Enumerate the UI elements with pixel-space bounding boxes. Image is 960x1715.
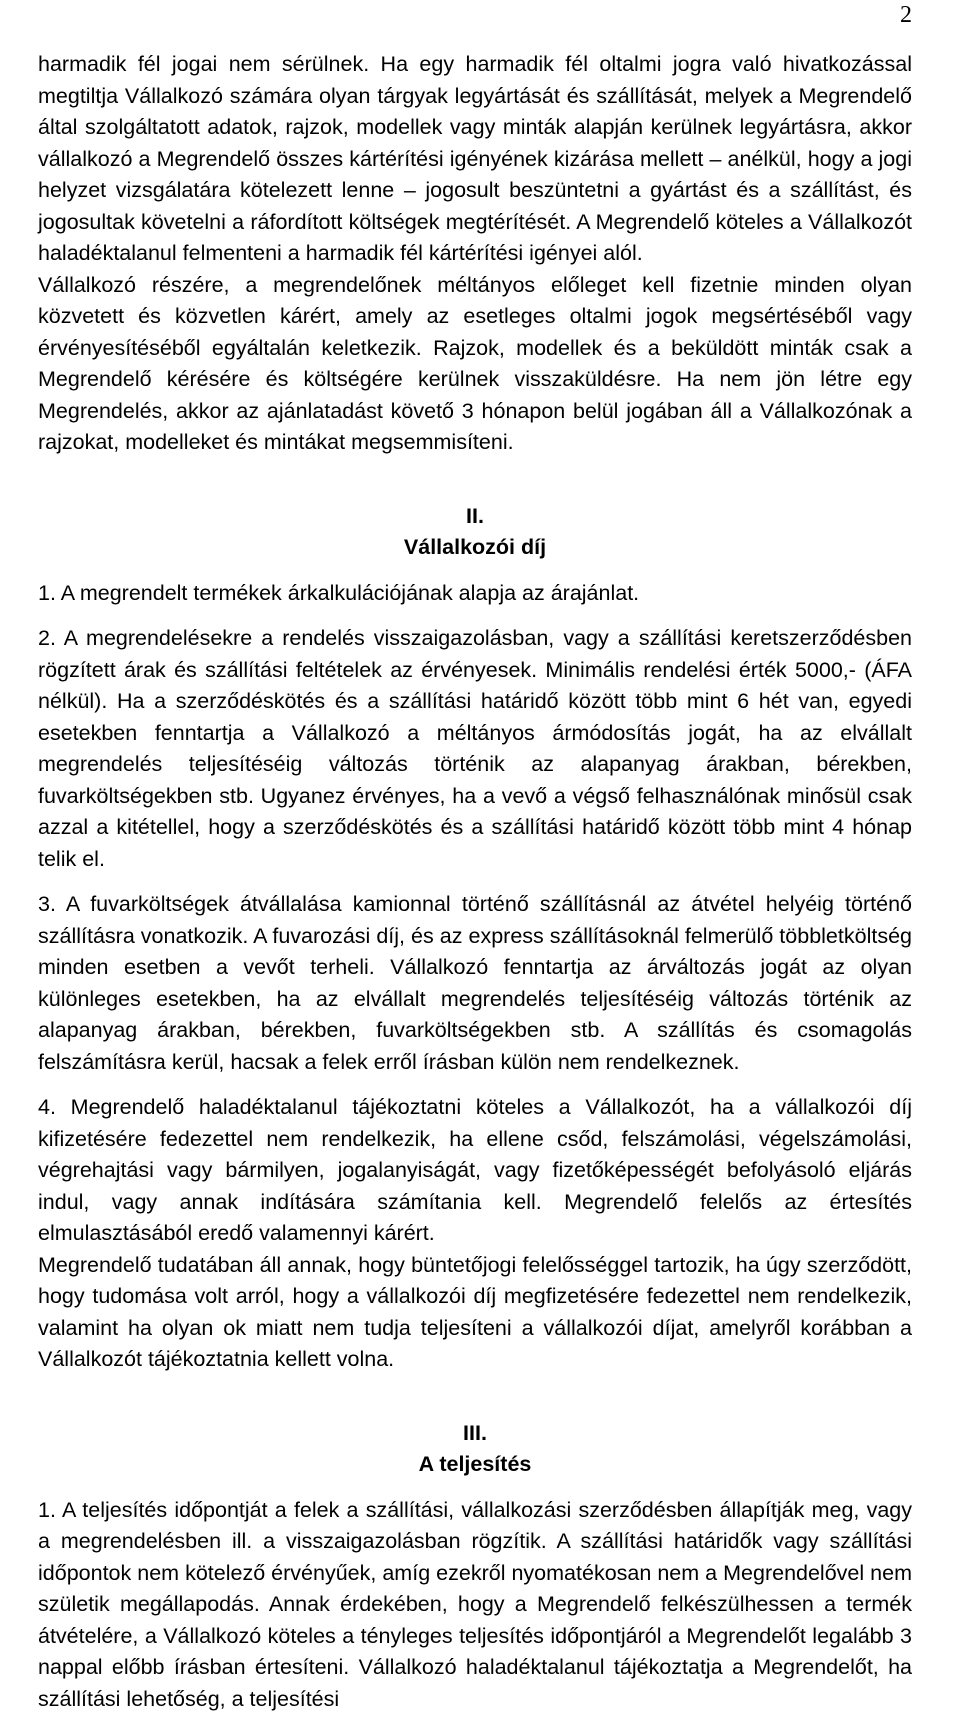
section-title: A teljesítés [38,1449,912,1481]
paragraph: Vállalkozó részére, a megrendelőnek méltányos előleget kell fizetnie minden olyan közvetett és közvetlen kárért, amely az esetleges oltalmi jogok megsértéséből vagy érvényesítéséből egyáltalán keletkezik. Rajzok, modellek és a beküldött minták csak a Megrendelő kérésére és költségére kerülnek visszaküldésre. Ha nem jön létre egy Megrendelés, akkor az ajánlatadást követő 3 hónapon belül jogában áll a Vállalkozónak a rajzokat, modelleket és mintákat megsemmisíteni. [38,270,912,459]
list-item: 3. A fuvarköltségek átvállalása kamionnal történő szállításnál az átvétel helyéig történő szállításra vonatkozik. A fuvarozási díj, és az express szállításoknál felmerülő többletköltség minden esetben a vevőt terheli. Vállalkozó fenntartja az árváltozás jogát az olyan különleges esetekben, ha az elvállalt megrendelés teljesítéséig változás történik az alapanyag árakban, bérekben, fuvarköltségekben stb. A szállítás és csomagolás felszámításra kerül, hacsak a felek erről írásban külön nem rendelkeznek. [38,889,912,1078]
paragraph: Megrendelő tudatában áll annak, hogy büntetőjogi felelősséggel tartozik, ha úgy szerződött, hogy tudomása volt arról, hogy a vállalkozói díj megfizetésére fedezettel nem rendelkezik, valamint ha olyan ok miatt nem tudja teljesíteni a vállalkozói díjat, amelyről korábban a Vállalkozót tájékoztatnia kellett volna. [38,1250,912,1376]
list-item: 2. A megrendelésekre a rendelés visszaigazolásban, vagy a szállítási keretszerződésben rögzített árak és szállítási feltételek az érvényesek. Minimális rendelési érték 5000,- (ÁFA nélkül). Ha a szerződéskötés és a szállítási határidő között több mint 6 hét van, egyedi esetekben fenntartja a Vállalkozó a méltányos ármódosítás jogát, ha az elvállalt megrendelés teljesítéséig változás történik az alapanyag árakban, bérekben, fuvarköltségekben stb. Ugyanez érvényes, ha a vevő a végső felhasználónak minősül csak azzal a kitétellel, hogy a szerződéskötés és a szállítási határidő között több mint 4 hónap telik el. [38,623,912,875]
list-item: 1. A megrendelt termékek árkalkulációjának alapja az árajánlat. [38,578,912,610]
list-item: 4. Megrendelő haladéktalanul tájékoztatni köteles a Vállalkozót, ha a vállalkozói díj kifizetésére fedezettel nem rendelkezik, ha ellene csőd, felszámolási, végelszámolási, végrehajtási vagy bármilyen, jogalanyiságát, vagy fizetőképességét befolyásoló eljárás indul, vagy annak indítására számítania kell. Megrendelő felelős az értesítés elmulasztásából eredő valamennyi kárért. [38,1092,912,1250]
paragraph: harmadik fél jogai nem sérülnek. Ha egy harmadik fél oltalmi jogra való hivatkozással megtiltja Vállalkozó számára olyan tárgyak legyártását és szállítását, melyek a Megrendelő által szolgáltatott adatok, rajzok, modellek vagy minták alapján kerülnek legyártásra, akkor vállalkozó a Megrendelő összes kártérítési igényének kizárása mellett – anélkül, hogy a jogi helyzet vizsgálatára kötelezett lenne – jogosult beszüntetni a gyártást és a szállítást, és jogosultak követelni a ráfordított költségek megtérítését. A Megrendelő köteles a Vállalkozót haladéktalanul felmenteni a harmadik fél kártérítési igényei alól. [38,49,912,270]
page-number: 2 [900,0,912,30]
section-number: III. [38,1418,912,1450]
section-number: II. [38,501,912,533]
section-title: Vállalkozói díj [38,532,912,564]
document-body [38,49,912,1715]
list-item: 1. A teljesítés időpontját a felek a szállítási, vállalkozási szerződésben állapítják meg, vagy a megrendelésben ill. a visszaigazolásban rögzítik. A szállítási határidők vagy szállítási időpontok nem kötelező érvényűek, amíg ezekről nyomatékosan nem a Megrendelővel nem születik megállapodás. Annak érdekében, hogy a Megrendelő felkészülhessen a termék átvételére, a Vállalkozó köteles a tényleges teljesítés időpontjáról a Megrendelőt legalább 3 nappal előbb írásban értesíteni. Vállalkozó haladéktalanul tájékoztatja a Megrendelőt, ha szállítási lehetőség, a teljesítési [38,1495,912,1715]
